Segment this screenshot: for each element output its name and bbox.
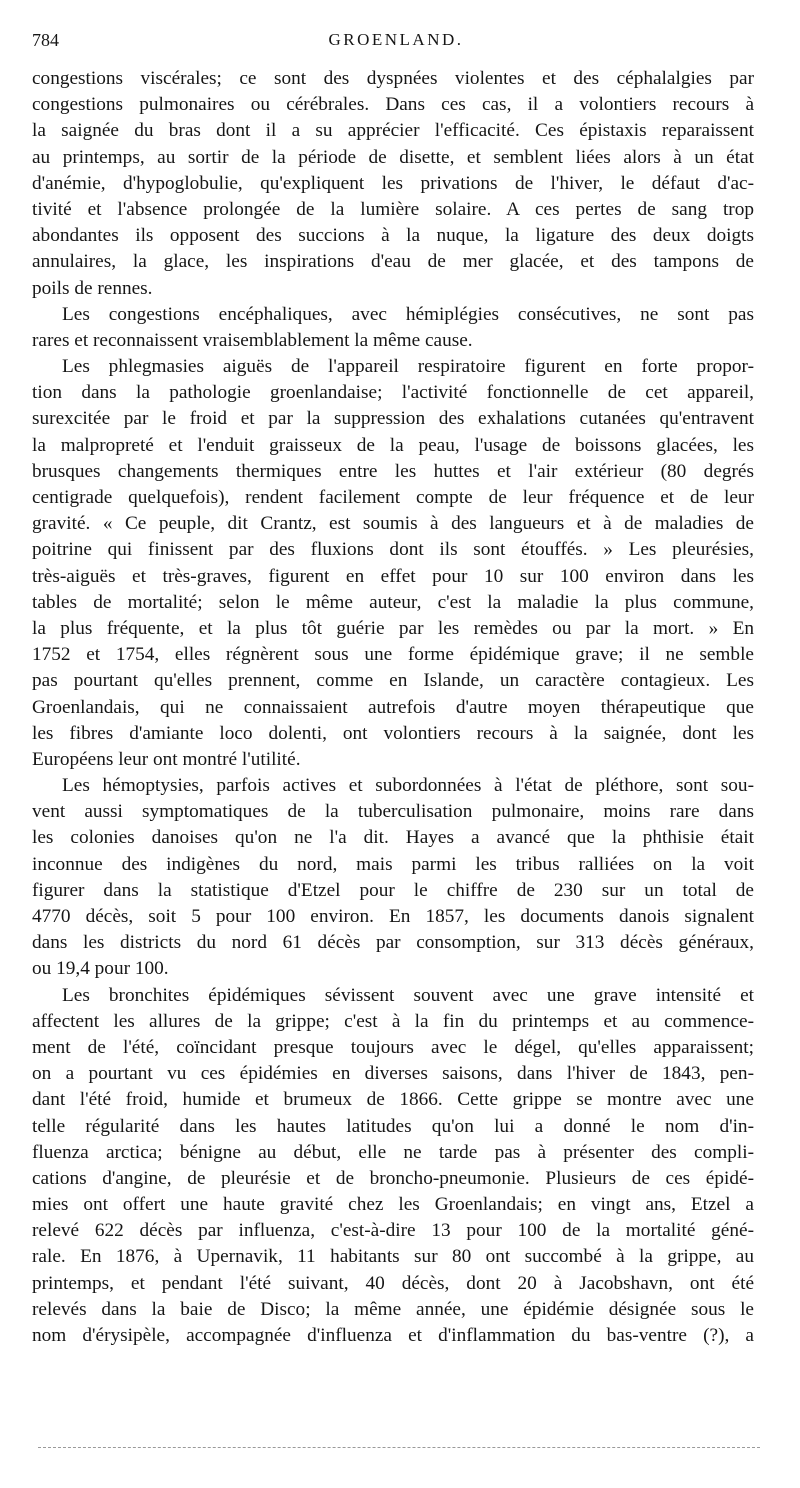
text-line: vent aussi symptomatiques de la tuberculisation pulmonaire, moins rare dans [32, 801, 754, 823]
text-line: poitrine qui finissent par des fluxions dont ils sont étouffés. » Les pleurésies, [32, 539, 754, 561]
text-line: fluenza arctica; bénigne au début, elle ne tarde pas à présenter des compli- [32, 1141, 754, 1163]
text-line: on a pourtant vu ces épidémies en diverses saisons, dans l'hiver de 1843, pen- [32, 1063, 754, 1085]
footer-rule [38, 1447, 760, 1448]
text-line: tion dans la pathologie groenlandaise; l'activité fonctionnelle de cet appareil, [32, 382, 754, 404]
text-line: Les hémoptysies, parfois actives et subordonnées à l'état de pléthore, sont sou- [62, 775, 754, 797]
text-line: Groenlandais, qui ne connaissaient autrefois d'autre moyen thérapeutique que [32, 696, 754, 718]
text-line: ment de l'été, coïncidant presque toujours avec le dégel, qu'elles apparaissent; [32, 1036, 754, 1058]
text-line: rale. En 1876, à Upernavik, 11 habitants sur 80 ont succombé à la grippe, au [32, 1246, 754, 1268]
text-line: printemps, et pendant l'été suivant, 40 décès, dont 20 à Jacobshavn, ont été [32, 1272, 754, 1294]
text-line: la plus fréquente, et la plus tôt guérie par les remèdes ou par la mort. » En [32, 617, 754, 639]
text-line: les colonies danoises qu'on ne l'a dit. Hayes a avancé que la phthisie était [32, 827, 754, 849]
running-title: GROENLAND. [328, 30, 464, 49]
text-line: surexcitée par le froid et par la suppression des exhalations cutanées qu'entravent [32, 408, 754, 430]
text-line: congestions pulmonaires ou cérébrales. Dans ces cas, il a volontiers recours à [32, 94, 754, 116]
text-line: congestions viscérales; ce sont des dyspnées violentes et des céphalalgies par [32, 68, 754, 89]
text-line: annulaires, la glace, les inspirations d'eau de mer glacée, et des tampons de [32, 251, 754, 273]
text-line: centigrade quelquefois), rendent facilement compte de leur fréquence et de leur [32, 487, 754, 508]
text-line: les fibres d'amiante loco dolenti, ont volontiers recours à la saignée, dont les [32, 722, 754, 744]
page-number: 784 [32, 30, 59, 50]
text-line: au printemps, au sortir de la période de disette, et semblent liées alors à un état [32, 146, 754, 168]
text-line: Les bronchites épidémiques sévissent souvent avec une grave intensité et [62, 984, 754, 1006]
text-line: figurer dans la statistique d'Etzel pour le chiffre de 230 sur un total de [32, 879, 754, 901]
text-line: abondantes ils opposent des succions à la nuque, la ligature des deux doigts [32, 225, 754, 247]
text-line: nom d'érysipèle, accompagnée d'influenza et d'inflammation du bas-ventre (?), a [32, 1325, 754, 1346]
text-line: relevé 622 décès par influenza, c'est-à-dire 13 pour 100 de la mortalité géné- [32, 1220, 754, 1242]
page-header [32, 30, 760, 54]
text-line: relevés dans la baie de Disco; la même année, une épidémie désignée sous le [32, 1298, 754, 1320]
text-line: la malpropreté et l'enduit graisseux de la peau, l'usage de boissons glacées, les [32, 434, 754, 456]
text-line: tables de mortalité; selon le même auteur, c'est la maladie la plus commune, [32, 591, 754, 613]
body-text [32, 66, 754, 1349]
text-line: ou 19,4 pour 100. [32, 958, 169, 980]
text-line: dant l'été froid, humide et brumeux de 1866. Cette grippe se montre avec une [32, 1089, 754, 1111]
text-line: 4770 décès, soit 5 pour 100 environ. En 1857, les documents danois signalent [32, 906, 754, 927]
text-line: affectent les allures de la grippe; c'est à la fin du printemps et au commence- [32, 1010, 754, 1032]
text-line: rares et reconnaissent vraisemblablement la même cause. [32, 329, 473, 351]
text-line: dans les districts du nord 61 décès par consomption, sur 313 décès généraux, [32, 932, 754, 954]
text-line: telle régularité dans les hautes latitudes qu'on lui a donné le nom d'in- [32, 1115, 754, 1137]
text-line: inconnue des indigènes du nord, mais parmi les tribus ralliées on la voit [32, 853, 754, 875]
text-line: brusques changements thermiques entre les huttes et l'air extérieur (80 degrés [32, 460, 754, 482]
text-line: cations d'angine, de pleurésie et de broncho-pneumonie. Plusieurs de ces épidé- [32, 1167, 754, 1189]
text-line: Les congestions encéphaliques, avec hémiplégies consécutives, ne sont pas [62, 303, 754, 325]
text-line: d'anémie, d'hypoglobulie, qu'expliquent les privations de l'hiver, le défaut d'ac- [32, 172, 754, 194]
text-line: tivité et l'absence prolongée de la lumière solaire. A ces pertes de sang trop [32, 198, 754, 220]
text-line: Les phlegmasies aiguës de l'appareil respiratoire figurent en forte propor- [62, 356, 754, 378]
text-line: pas pourtant qu'elles prennent, comme en Islande, un caractère contagieux. Les [32, 670, 754, 692]
text-line: très-aiguës et très-graves, figurent en effet pour 10 sur 100 environ dans les [32, 565, 754, 587]
text-line: 1752 et 1754, elles régnèrent sous une forme épidémique grave; il ne semble [32, 644, 754, 666]
text-line: mies ont offert une haute gravité chez les Groenlandais; en vingt ans, Etzel a [32, 1194, 754, 1216]
text-line: la saignée du bras dont il a su apprécier l'efficacité. Ces épistaxis reparaissent [32, 120, 754, 142]
text-line: gravité. « Ce peuple, dit Crantz, est soumis à des langueurs et à de maladies de [32, 513, 754, 535]
text-line: poils de rennes. [32, 277, 153, 299]
text-line: Européens leur ont montré l'utilité. [32, 748, 301, 770]
